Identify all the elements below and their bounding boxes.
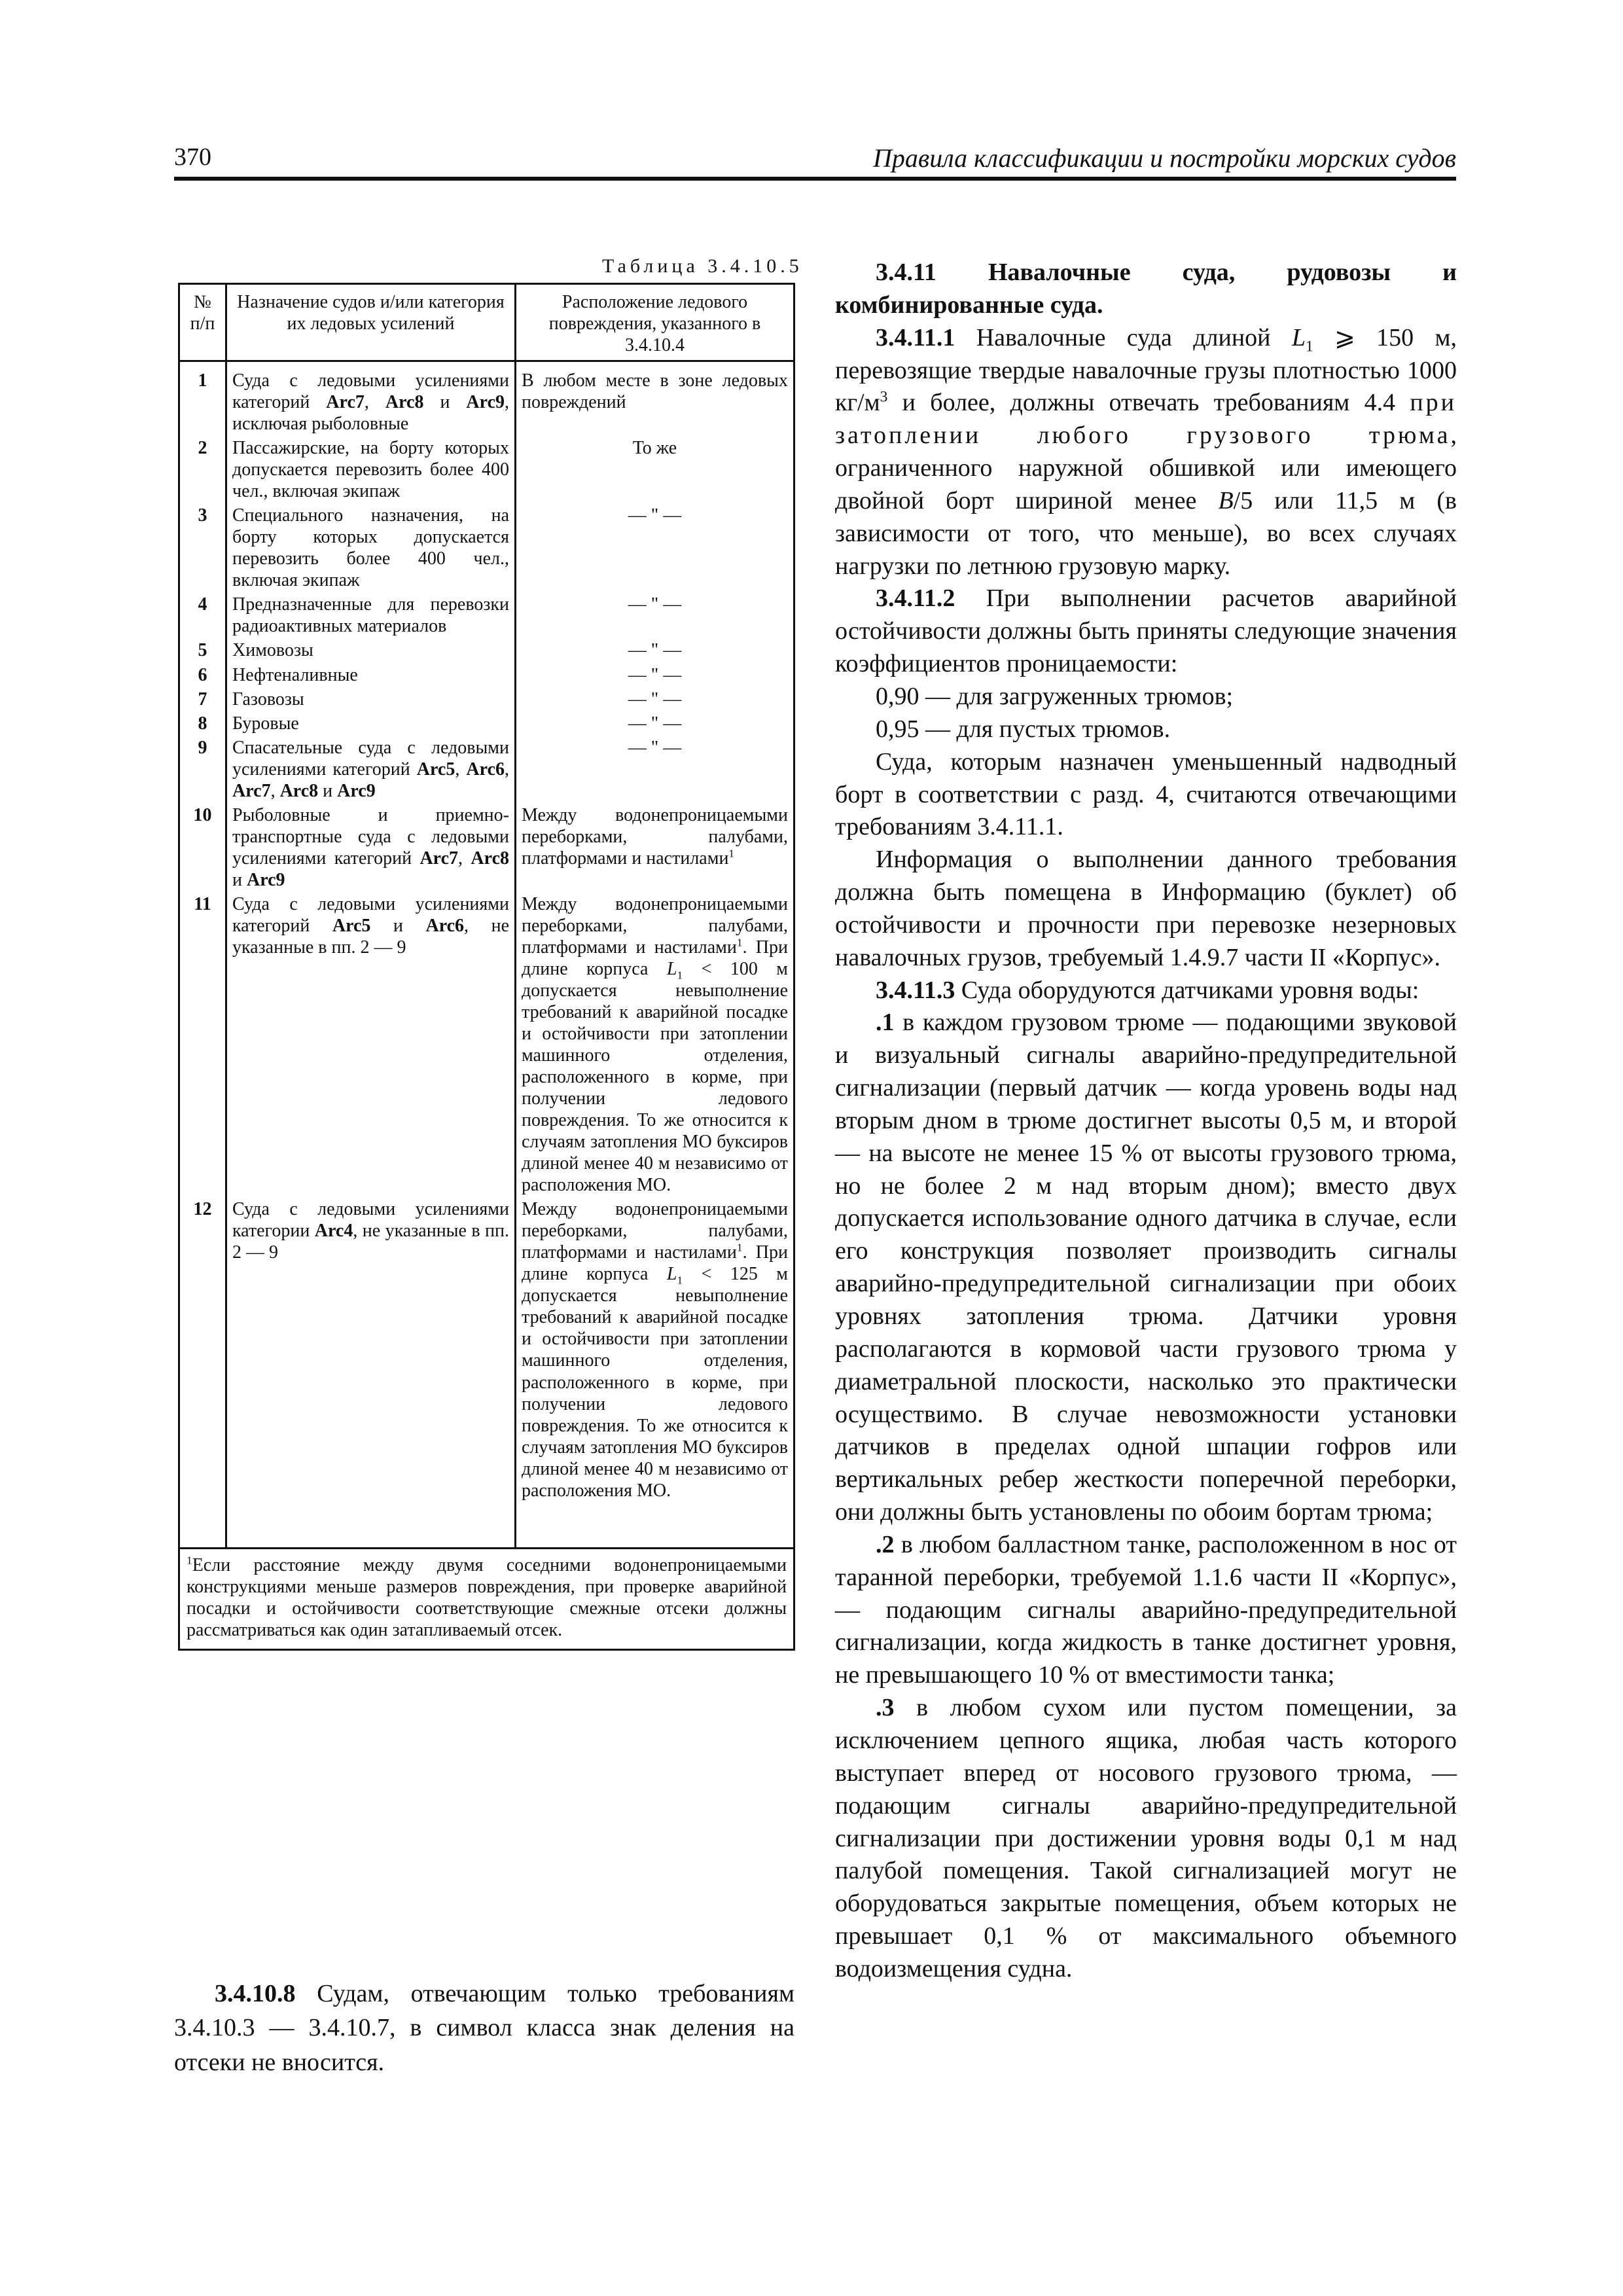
paragraph: Суда, которым назначен уменьшенный надводный борт в соответствии с разд. 4, считаются отвечающими требованиям 3.4.11.1. <box>835 747 1457 841</box>
row-purpose: Специального назначения, на борту которых допускается перевозить более 400 чел., включая экипаж <box>226 503 516 592</box>
row-location: То же <box>516 436 794 503</box>
paragraph: 3.4.11.1 Навалочные суда длиной $L_1$ ⩾ 150 м, перевозящие твердые навалочные грузы плотностью 1000 $кг/м^3$ и более, должны отвечать требованиям 4.4 при затоплении любого грузового трюма, ограниченного наружной обшивкой или имеющего двойной борт шириной менее B/5 или 11,5 м (в зависимости от того, что меньше), во всех случаях нагрузки по летнюю грузовую марку. <box>835 323 1457 580</box>
row-number: 7 <box>179 687 226 711</box>
table-row <box>179 803 794 892</box>
table-footnote-row <box>179 1548 794 1649</box>
right-column-text <box>835 257 1457 1986</box>
paragraph: 0,90 — для загруженных трюмов; <box>876 682 1234 710</box>
paragraph: 3.4.11.2 При выполнении расчетов аварийной остойчивости должны быть приняты следующие значения коэффициентов проницаемости: <box>835 584 1457 678</box>
paragraph: 3.4.11.3 Суда оборудуются датчиками уровня воды: <box>876 976 1419 1004</box>
row-location: Между водонепроницаемыми переборками, палубами, платформами и настилами$^1$. При длине корпуса $L_1 < 100$ м допускается невыполнение требований к аварийной посадке и остойчивости при затоплении машинного отделения, расположенного в корме, при получении ледового повреждения. То же относится к случаям затопления МО буксиров длиной менее 40 м независимо от расположения МО. <box>516 892 794 1197</box>
row-purpose: Суда с ледовыми усилениями категории Arc4, не указанные в пп. 2 — 9 <box>226 1197 516 1502</box>
ice-damage-table <box>178 283 795 1651</box>
paragraph: 3.4.10.8 Судам, отвечающим только требованиям 3.4.10.3 — 3.4.10.7, в символ класса знак деления на отсеки не вносится. <box>174 1980 794 2076</box>
row-number: 2 <box>179 436 226 503</box>
row-location: Между водонепроницаемыми переборками, палубами, платформами и настилами$^1$. При длине корпуса $L_1 < 125$ м допускается невыполнение требований к аварийной посадке и остойчивости при затоплении машинного отделения, расположенного в корме, при получении ледового повреждения. То же относится к случаям затопления МО буксиров длиной менее 40 м независимо от расположения МО. <box>516 1197 794 1502</box>
row-location: Между водонепроницаемыми переборками, палубами, платформами и настилами$^1$ <box>516 803 794 892</box>
table-body <box>179 361 794 1650</box>
row-location: — " — <box>516 736 794 803</box>
column-header-location: Расположение ледового повреждения, указанного в 3.4.10.4 <box>516 284 794 361</box>
table-caption: Таблица 3.4.10.5 <box>602 255 803 277</box>
paragraph: 0,95 — для пустых трюмов. <box>876 715 1171 743</box>
row-purpose: Рыболовные и приемно-транспортные суда с ледовыми усилениями категорий Arc7, Arc8 и Arc9 <box>226 803 516 892</box>
row-number: 10 <box>179 803 226 892</box>
table-row <box>179 892 794 1197</box>
table-header-row <box>179 284 794 361</box>
column-header-no: № п/п <box>179 284 226 361</box>
table-row <box>179 503 794 592</box>
row-location: — " — <box>516 638 794 662</box>
row-number: 1 <box>179 361 226 437</box>
table-row <box>179 361 794 437</box>
row-location: — " — <box>516 503 794 592</box>
column-header-purpose: Назначение судов и/или категория их ледовых усилений <box>226 284 516 361</box>
row-number: 6 <box>179 663 226 687</box>
table-row <box>179 638 794 662</box>
row-location: — " — <box>516 663 794 687</box>
table-row <box>179 711 794 736</box>
row-purpose: Химовозы <box>226 638 516 662</box>
row-purpose: Предназначенные для перевозки радиоактивных материалов <box>226 592 516 638</box>
row-purpose: Газовозы <box>226 687 516 711</box>
left-column-text <box>174 1977 794 2079</box>
row-purpose: Спасательные суда с ледовыми усилениями категорий Arc5, Arc6, Arc7, Arc8 и Arc9 <box>226 736 516 803</box>
row-number: 8 <box>179 711 226 736</box>
paragraph: .1 в каждом грузовом трюме — подающими звуковой и визуальный сигналы аварийно-предупредительной сигнализации (первый датчик — когда уровень воды над вторым дном в трюме достигнет высоты 0,5 м, и второй — на высоте не менее 15 % от высоты грузового трюма, но не более 2 м над вторым дном); вместо двух допускается использование одного датчика в случае, если его конструкция позволяет производить сигналы аварийно-предупредительной сигнализации при обоих уровнях затопления трюма. Датчики уровня располагаются в кормовой части грузового трюма у диаметральной плоскости, насколько это практически осуществимо. В случае невозможности установки датчиков в пределах одной шпации гофров или вертикальных ребер жесткости поперечной переборки, они должны быть установлены по обоим бортам трюма; <box>835 1009 1457 1526</box>
row-purpose: Пассажирские, на борту которых допускается перевозить более 400 чел., включая экипаж <box>226 436 516 503</box>
table-row <box>179 436 794 503</box>
row-number: 4 <box>179 592 226 638</box>
row-purpose: Нефтеналивные <box>226 663 516 687</box>
row-purpose: Суда с ледовыми усилениями категорий Arc5 и Arc6, не указанные в пп. 2 — 9 <box>226 892 516 1197</box>
row-number: 5 <box>179 638 226 662</box>
row-number: 9 <box>179 736 226 803</box>
table-row <box>179 663 794 687</box>
table-spacer-row <box>179 1503 794 1549</box>
row-location: — " — <box>516 711 794 736</box>
section-heading: 3.4.11 Навалочные суда, рудовозы и комбинированные суда. <box>835 259 1457 319</box>
row-number: 3 <box>179 503 226 592</box>
paragraph: .3 в любом сухом или пустом помещении, за исключением цепного ящика, любая часть которого выступает вперед от носового грузового трюма, — подающим сигналы аварийно-предупредительной сигнализации при достижении уровня воды 0,1 м над палубой помещения. Такой сигнализацией могут не оборудоваться закрытые помещения, объем которых не превышает 0,1 % от максимального объемного водоизмещения судна. <box>835 1694 1457 1982</box>
row-purpose: Буровые <box>226 711 516 736</box>
row-purpose: Суда с ледовыми усилениями категорий Arc7, Arc8 и Arc9, исключая рыболовные <box>226 361 516 437</box>
row-location: — " — <box>516 687 794 711</box>
page-number: 370 <box>174 143 211 171</box>
paragraph: Информация о выполнении данного требования должна быть помещена в Информацию (буклет) об остойчивости и прочности при перевозке незерновых навалочных грузов, требуемый 1.4.9.7 части II «Корпус». <box>835 846 1457 971</box>
table-footnote: $^1$Если расстояние между двумя соседними водонепроницаемыми конструкциями меньше размеров повреждения, при проверке аварийной посадки и остойчивости соответствующие смежные отсеки должны рассматриваться как один затапливаемый отсек. <box>179 1548 794 1649</box>
row-number: 11 <box>179 892 226 1197</box>
paragraph: .2 в любом балластном танке, расположенном в нос от таранной переборки, требуемой 1.1.6 части II «Корпус», — подающим сигналы аварийно-предупредительной сигнализации, когда жидкость в танке достигнет уровня, не превышающего 10 % от вместимости танка; <box>835 1530 1457 1689</box>
row-number: 12 <box>179 1197 226 1502</box>
table-row <box>179 687 794 711</box>
row-location: — " — <box>516 592 794 638</box>
running-header: Правила классификации и постройки морских судов <box>872 143 1456 173</box>
row-location: В любом месте в зоне ледовых повреждений <box>516 361 794 437</box>
table-row <box>179 592 794 638</box>
table-row <box>179 1197 794 1502</box>
table-row <box>179 736 794 803</box>
header-rule <box>174 177 1456 181</box>
